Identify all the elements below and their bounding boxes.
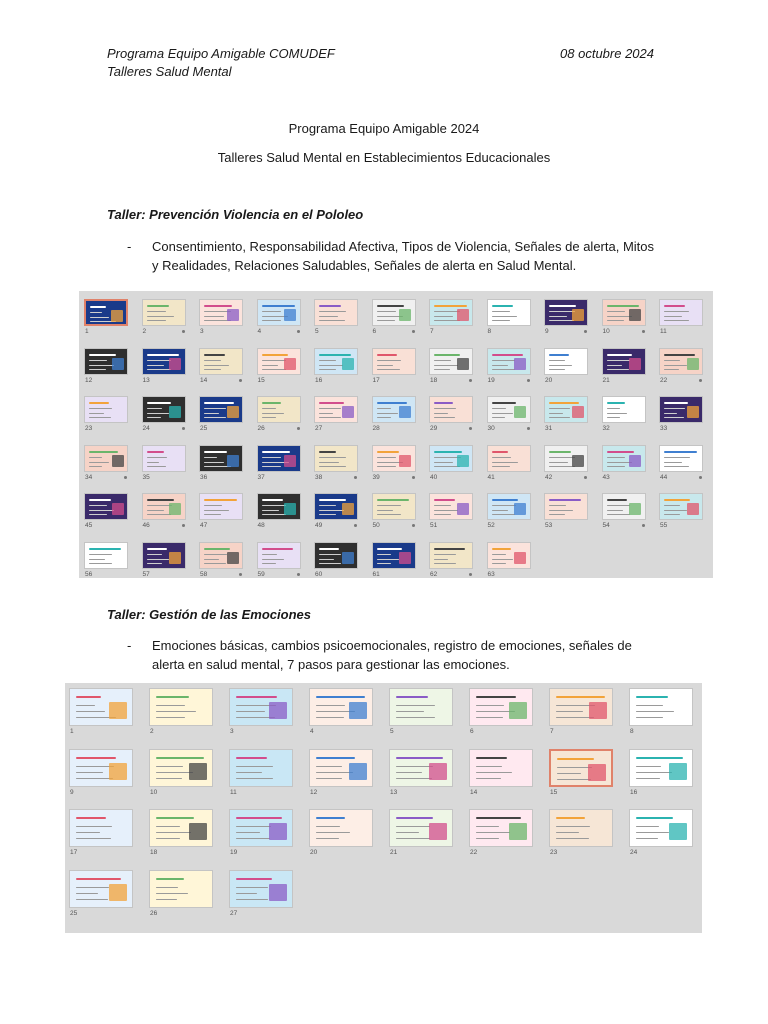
slide-number: 14 — [470, 788, 478, 796]
slide-number: 39 — [372, 473, 380, 481]
slide-number: 21 — [602, 376, 610, 384]
section-title-violencia: Taller: Prevención Violencia en el Pololeo — [107, 207, 364, 222]
slide-thumbnail[interactable] — [372, 542, 416, 569]
slide-thumbnail[interactable] — [602, 348, 646, 375]
slide-transition-indicator — [239, 379, 242, 382]
slide-number: 22 — [660, 376, 668, 384]
slide-number: 7 — [430, 328, 434, 335]
slide-thumbnail[interactable] — [549, 688, 613, 726]
slide-thumbnail[interactable] — [487, 299, 531, 326]
slide-thumbnail[interactable] — [69, 809, 133, 847]
slide-thumbnail[interactable] — [229, 809, 293, 847]
slide-number: 36 — [200, 473, 208, 481]
slide-transition-indicator — [642, 330, 645, 333]
slide-number: 9 — [545, 328, 549, 335]
document-date: 08 octubre 2024 — [560, 46, 654, 61]
slide-number: 11 — [230, 788, 237, 796]
section-bullet-emociones — [127, 636, 657, 674]
slide-thumbnail[interactable] — [149, 749, 213, 787]
slide-thumbnail[interactable] — [199, 493, 243, 520]
slide-thumbnail[interactable] — [199, 542, 243, 569]
slide-number: 2 — [150, 728, 154, 735]
slide-thumbnail[interactable] — [429, 348, 473, 375]
slide-thumbnail[interactable] — [629, 749, 693, 787]
slide-number: 15 — [550, 788, 558, 796]
slide-transition-indicator — [469, 573, 472, 576]
slide-thumbnail[interactable] — [429, 542, 473, 569]
slide-transition-indicator — [469, 379, 472, 382]
slide-number: 20 — [310, 849, 318, 856]
slide-number: 14 — [200, 376, 208, 384]
slide-number: 26 — [150, 909, 158, 917]
slide-number: 8 — [487, 328, 492, 335]
slide-transition-indicator — [412, 524, 415, 527]
slide-transition-indicator — [182, 330, 185, 333]
slide-thumbnail[interactable] — [229, 870, 293, 908]
slide-number: 11 — [660, 328, 667, 335]
slide-thumbnail[interactable] — [84, 299, 128, 326]
slide-transition-indicator — [412, 476, 415, 479]
slide-number: 38 — [315, 473, 323, 481]
slide-number: 32 — [602, 425, 610, 432]
slide-transition-indicator — [584, 330, 587, 333]
slide-number: 19 — [487, 376, 495, 384]
slide-number: 18 — [430, 376, 438, 384]
slide-thumbnail[interactable] — [84, 445, 128, 472]
slide-number: 9 — [70, 788, 74, 796]
slide-number: 16 — [315, 376, 323, 384]
slide-number: 13 — [390, 788, 398, 796]
slide-transition-indicator — [642, 524, 645, 527]
slide-number: 53 — [545, 522, 553, 529]
slide-thumbnail[interactable] — [314, 493, 358, 520]
slide-number: 47 — [200, 522, 208, 529]
slide-number: 41 — [487, 473, 495, 481]
slide-thumbnail[interactable] — [487, 396, 531, 423]
slide-number: 43 — [602, 473, 610, 481]
slide-thumbnail[interactable] — [142, 299, 186, 326]
slide-number: 58 — [200, 570, 208, 578]
section-title-emociones: Taller: Gestión de las Emociones — [107, 607, 311, 622]
slide-thumbnail[interactable] — [142, 396, 186, 423]
slide-number: 23 — [550, 849, 558, 856]
document-header-left — [107, 45, 335, 81]
slide-thumbnail[interactable] — [659, 493, 703, 520]
slide-thumbnail[interactable] — [149, 809, 213, 847]
slide-thumbnail[interactable] — [149, 870, 213, 908]
slide-number: 16 — [630, 788, 638, 796]
slide-thumbnail[interactable] — [257, 348, 301, 375]
slide-thumbnail[interactable] — [199, 348, 243, 375]
slide-number: 31 — [545, 425, 553, 432]
slide-number: 50 — [372, 522, 380, 529]
header-subtitle: Talleres Salud Mental — [107, 64, 232, 79]
slide-number: 45 — [85, 522, 93, 529]
slide-number: 49 — [315, 522, 323, 529]
slide-number: 29 — [430, 425, 438, 432]
slide-number: 6 — [470, 728, 474, 735]
slide-thumbnail-grid-emociones — [65, 683, 702, 933]
slide-number: 35 — [142, 473, 150, 481]
slide-number: 55 — [660, 522, 668, 529]
slide-thumbnail[interactable] — [372, 299, 416, 326]
slide-thumbnail[interactable] — [199, 445, 243, 472]
slide-thumbnail[interactable] — [469, 688, 533, 726]
slide-number: 42 — [545, 473, 553, 481]
slide-thumbnail[interactable] — [69, 749, 133, 787]
document-title: Programa Equipo Amigable 2024 — [288, 121, 480, 136]
slide-number: 10 — [150, 788, 158, 796]
slide-number: 61 — [372, 570, 380, 578]
slide-number: 17 — [70, 849, 78, 856]
slide-thumbnail[interactable] — [69, 688, 133, 726]
slide-thumbnail[interactable] — [69, 870, 133, 908]
bullet-text: Emociones básicas, cambios psicoemocionales, registro de emociones, señales de alerta en salud mental, 7 pasos para gestionar las emociones. — [152, 638, 632, 672]
slide-transition-indicator — [297, 573, 300, 576]
slide-number: 63 — [487, 570, 495, 578]
slide-thumbnail[interactable] — [257, 445, 301, 472]
program-name: Programa Equipo Amigable COMUDEF — [107, 46, 335, 61]
slide-thumbnail[interactable] — [84, 348, 128, 375]
slide-transition-indicator — [124, 476, 127, 479]
slide-thumbnail[interactable] — [389, 749, 453, 787]
slide-thumbnail[interactable] — [544, 445, 588, 472]
slide-thumbnail[interactable] — [314, 445, 358, 472]
slide-thumbnail[interactable] — [257, 493, 301, 520]
slide-thumbnail[interactable] — [487, 445, 531, 472]
slide-number: 1 — [70, 728, 74, 735]
slide-number: 17 — [372, 376, 380, 384]
slide-thumbnail[interactable] — [309, 809, 373, 847]
bullet-dash: - — [127, 638, 132, 653]
slide-thumbnail[interactable] — [257, 299, 301, 326]
slide-number: 52 — [487, 522, 495, 529]
slide-number: 8 — [630, 728, 634, 735]
slide-thumbnail[interactable] — [469, 809, 533, 847]
slide-thumbnail[interactable] — [309, 688, 373, 726]
slide-thumbnail[interactable] — [544, 396, 588, 423]
slide-number: 6 — [372, 328, 377, 335]
slide-thumbnail[interactable] — [372, 348, 416, 375]
slide-number: 30 — [487, 425, 495, 432]
slide-thumbnail[interactable] — [659, 348, 703, 375]
slide-transition-indicator — [354, 476, 357, 479]
slide-thumbnail[interactable] — [487, 493, 531, 520]
slide-number: 22 — [470, 849, 478, 856]
slide-thumbnail[interactable] — [602, 445, 646, 472]
slide-number: 25 — [200, 425, 208, 432]
slide-number: 37 — [257, 473, 265, 481]
bullet-text: Consentimiento, Responsabilidad Afectiva, Tipos de Violencia, Señales de alerta, Mitos y Realidades, Relaciones Saludables, Señales de alerta en Salud Mental. — [152, 239, 654, 273]
document-subtitle: Talleres Salud Mental en Establecimientos Educacionales — [217, 150, 551, 165]
slide-number: 40 — [430, 473, 438, 481]
slide-number: 4 — [310, 728, 314, 735]
slide-number: 48 — [257, 522, 265, 529]
slide-transition-indicator — [354, 524, 357, 527]
slide-thumbnail[interactable] — [469, 749, 533, 787]
bullet-dash: - — [127, 239, 132, 254]
slide-thumbnail[interactable] — [142, 542, 186, 569]
slide-transition-indicator — [182, 524, 185, 527]
slide-thumbnail[interactable] — [389, 809, 453, 847]
slide-number: 59 — [257, 570, 265, 578]
slide-number: 24 — [630, 849, 638, 856]
slide-number: 33 — [660, 425, 668, 432]
slide-thumbnail[interactable] — [429, 396, 473, 423]
slide-transition-indicator — [699, 476, 702, 479]
slide-number: 12 — [310, 788, 318, 796]
slide-number: 13 — [142, 376, 150, 384]
slide-number: 3 — [230, 728, 234, 735]
slide-thumbnail[interactable] — [544, 493, 588, 520]
slide-number: 34 — [85, 473, 93, 481]
slide-thumbnail[interactable] — [314, 299, 358, 326]
slide-thumbnail[interactable] — [199, 396, 243, 423]
slide-number: 5 — [390, 728, 394, 735]
slide-thumbnail[interactable] — [659, 299, 703, 326]
slide-thumbnail[interactable] — [602, 396, 646, 423]
slide-thumbnail[interactable] — [257, 396, 301, 423]
slide-number: 54 — [602, 522, 610, 529]
slide-thumbnail[interactable] — [549, 809, 613, 847]
slide-transition-indicator — [584, 476, 587, 479]
slide-number: 25 — [70, 909, 78, 917]
slide-number: 12 — [85, 376, 93, 384]
slide-thumbnail[interactable] — [389, 688, 453, 726]
slide-transition-indicator — [412, 330, 415, 333]
slide-number: 27 — [315, 425, 323, 432]
slide-thumbnail[interactable] — [257, 542, 301, 569]
slide-number: 24 — [142, 425, 150, 432]
slide-thumbnail[interactable] — [199, 299, 243, 326]
slide-thumbnail[interactable] — [84, 493, 128, 520]
slide-transition-indicator — [239, 573, 242, 576]
slide-number: 3 — [200, 328, 204, 335]
slide-thumbnail[interactable] — [142, 348, 186, 375]
slide-thumbnail[interactable] — [659, 445, 703, 472]
section-bullet-violencia — [127, 237, 657, 275]
slide-thumbnail[interactable] — [549, 749, 613, 787]
slide-transition-indicator — [182, 427, 185, 430]
slide-number: 7 — [550, 728, 554, 735]
slide-number: 21 — [390, 849, 398, 856]
slide-thumbnail[interactable] — [372, 445, 416, 472]
slide-transition-indicator — [469, 427, 472, 430]
slide-number: 5 — [315, 328, 319, 335]
slide-number: 20 — [545, 376, 553, 384]
slide-number: 56 — [85, 570, 93, 578]
slide-thumbnail[interactable] — [429, 445, 473, 472]
slide-number: 2 — [142, 328, 147, 335]
slide-thumbnail[interactable] — [487, 542, 531, 569]
slide-thumbnail[interactable] — [314, 396, 358, 423]
slide-number: 46 — [142, 522, 150, 529]
slide-number: 27 — [230, 909, 238, 917]
slide-thumbnail[interactable] — [372, 493, 416, 520]
slide-number: 4 — [257, 328, 262, 335]
slide-number: 18 — [150, 849, 158, 856]
slide-transition-indicator — [527, 379, 530, 382]
slide-thumbnail[interactable] — [372, 396, 416, 423]
slide-transition-indicator — [297, 330, 300, 333]
slide-thumbnail[interactable] — [229, 749, 293, 787]
slide-thumbnail[interactable] — [629, 688, 693, 726]
slide-thumbnail[interactable] — [544, 348, 588, 375]
slide-thumbnail[interactable] — [314, 542, 358, 569]
slide-thumbnail[interactable] — [629, 809, 693, 847]
slide-number: 44 — [660, 473, 668, 481]
slide-transition-indicator — [297, 427, 300, 430]
slide-number: 60 — [315, 570, 323, 578]
slide-thumbnail[interactable] — [149, 688, 213, 726]
slide-thumbnail[interactable] — [314, 348, 358, 375]
slide-number: 19 — [230, 849, 238, 856]
slide-thumbnail[interactable] — [309, 749, 373, 787]
slide-thumbnail[interactable] — [429, 493, 473, 520]
slide-number: 62 — [430, 570, 438, 578]
slide-transition-indicator — [527, 427, 530, 430]
slide-thumbnail[interactable] — [659, 396, 703, 423]
slide-thumbnail[interactable] — [84, 396, 128, 423]
slide-number: 57 — [142, 570, 150, 578]
slide-number: 51 — [430, 522, 438, 529]
slide-number: 28 — [372, 425, 380, 432]
slide-thumbnail[interactable] — [429, 299, 473, 326]
slide-number: 15 — [257, 376, 265, 384]
slide-thumbnail[interactable] — [602, 493, 646, 520]
slide-number: 1 — [85, 328, 89, 335]
slide-number: 26 — [257, 425, 265, 432]
slide-thumbnail[interactable] — [229, 688, 293, 726]
slide-thumbnail-grid-violencia — [79, 291, 713, 578]
slide-thumbnail[interactable] — [487, 348, 531, 375]
slide-thumbnail[interactable] — [142, 493, 186, 520]
slide-number: 23 — [85, 425, 93, 432]
slide-number: 10 — [602, 328, 610, 335]
slide-thumbnail[interactable] — [142, 445, 186, 472]
slide-thumbnail[interactable] — [84, 542, 128, 569]
slide-thumbnail[interactable] — [602, 299, 646, 326]
slide-transition-indicator — [699, 379, 702, 382]
slide-thumbnail[interactable] — [544, 299, 588, 326]
